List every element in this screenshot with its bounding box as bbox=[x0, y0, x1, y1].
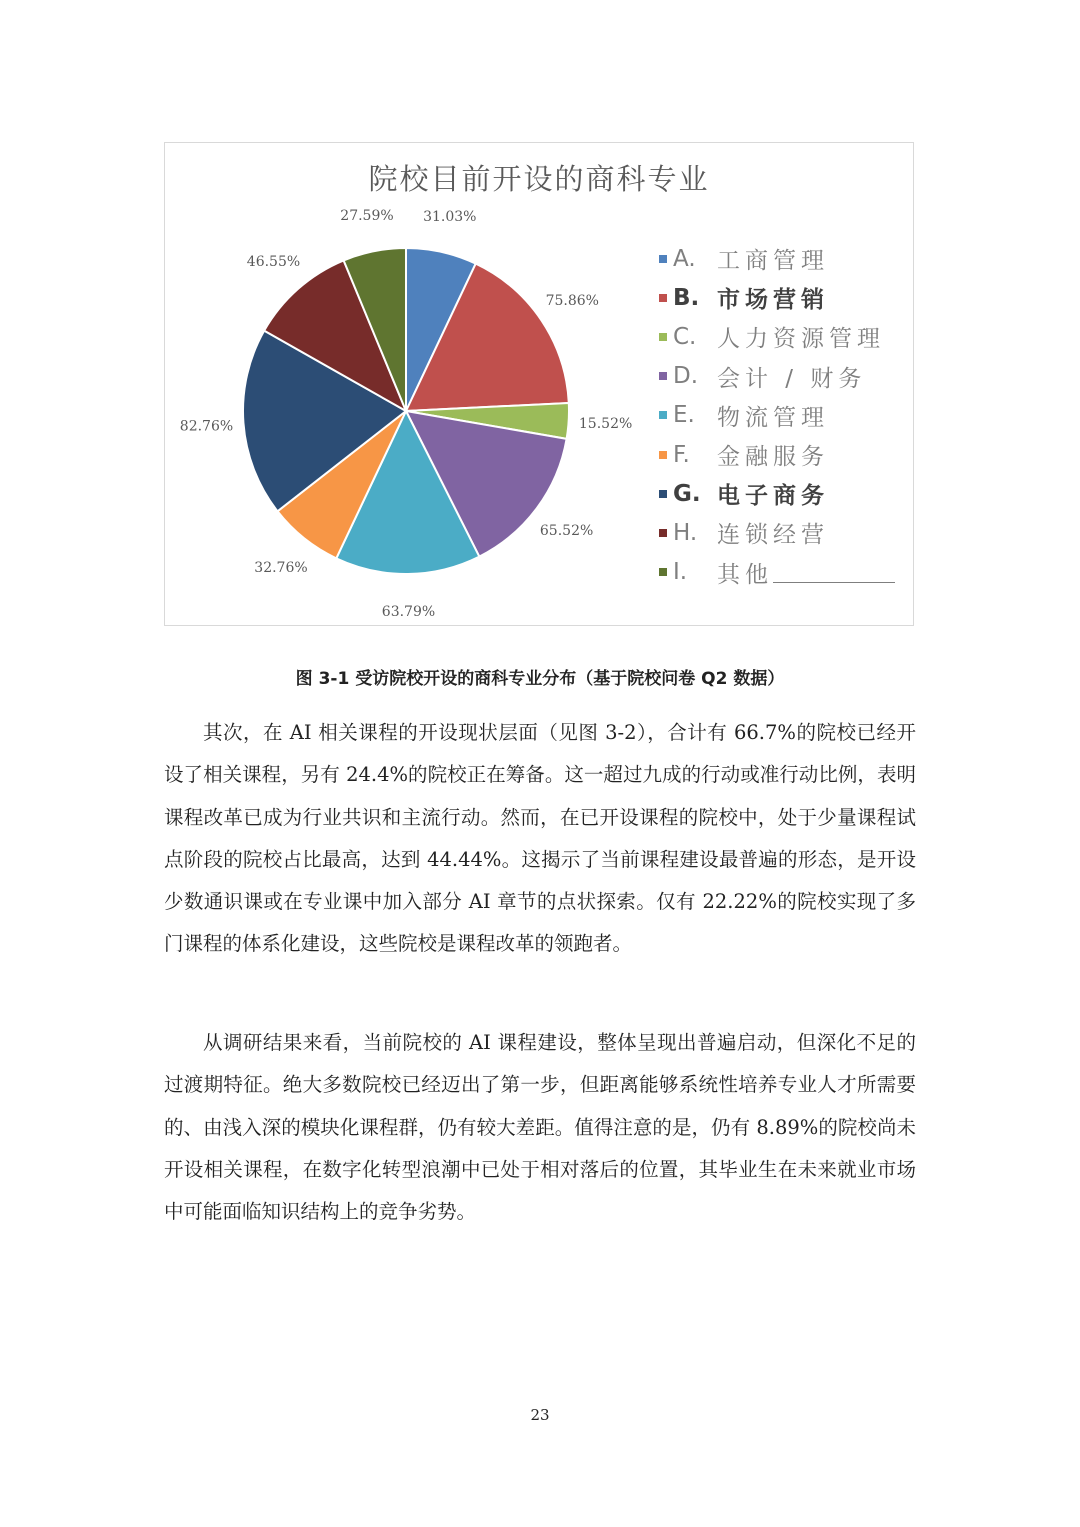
legend-label: 连锁经营 bbox=[717, 522, 829, 549]
legend-swatch bbox=[659, 255, 667, 263]
legend-item bbox=[659, 435, 909, 474]
legend-item bbox=[659, 513, 909, 552]
page-number: 23 bbox=[530, 1406, 550, 1424]
legend-letter: B. bbox=[673, 284, 700, 311]
legend-swatch bbox=[659, 294, 667, 302]
pie-data-label: 75.86% bbox=[545, 292, 599, 309]
legend-item bbox=[659, 278, 909, 317]
legend-label: 物流管理 bbox=[717, 404, 829, 431]
legend-label: 电子商务 bbox=[717, 483, 829, 510]
legend-label: 会计 / 财务 bbox=[717, 365, 867, 392]
legend-swatch bbox=[659, 451, 667, 459]
legend-label: 金融服务 bbox=[717, 444, 829, 471]
legend-swatch bbox=[659, 333, 667, 341]
legend-swatch bbox=[659, 529, 667, 537]
legend-label: 人力资源管理 bbox=[717, 326, 885, 353]
pie-data-label: 82.76% bbox=[179, 418, 234, 435]
figure-caption: 图 3-1 受访院校开设的商科专业分布（基于院校问卷 Q2 数据） bbox=[295, 669, 785, 689]
pie-data-label: 46.55% bbox=[246, 254, 301, 271]
legend-item bbox=[659, 553, 909, 592]
legend-swatch bbox=[659, 372, 667, 380]
legend-swatch bbox=[659, 411, 667, 419]
legend-letter: H. bbox=[673, 519, 698, 546]
legend-swatch bbox=[659, 568, 667, 576]
pie-data-label: 15.52% bbox=[578, 416, 633, 433]
legend-letter: F. bbox=[673, 441, 690, 468]
pie-data-label: 32.76% bbox=[254, 560, 308, 577]
pie-data-label: 65.52% bbox=[539, 523, 594, 540]
legend-swatch bbox=[659, 490, 667, 498]
pie-data-label: 31.03% bbox=[423, 208, 477, 225]
legend-letter: G. bbox=[673, 480, 701, 507]
legend-item bbox=[659, 474, 909, 513]
legend-item bbox=[659, 357, 909, 396]
legend-letter: C. bbox=[673, 323, 697, 350]
pie-chart bbox=[164, 142, 914, 626]
legend-letter: D. bbox=[673, 363, 699, 390]
legend-label: 市场营销 bbox=[717, 287, 829, 314]
legend-label: 工商管理 bbox=[717, 248, 829, 275]
legend-item bbox=[659, 317, 909, 356]
legend-item bbox=[659, 396, 909, 435]
chart-title: 院校目前开设的商科专业 bbox=[368, 162, 710, 196]
pie-data-label: 63.79% bbox=[381, 604, 436, 620]
legend-item bbox=[659, 239, 909, 278]
legend-blank-line bbox=[773, 562, 895, 583]
legend-letter: I. bbox=[673, 559, 688, 586]
chart-legend bbox=[659, 239, 909, 592]
legend-letter: A. bbox=[673, 245, 696, 272]
body-paragraph: 其次，在 AI 相关课程的开设现状层面（见图 3-2），合计有 66.7%的院校已经开设了相关课程，另有 24.4%的院校正在筹备。这一超过九成的行动或准行动比例，表明课程改革已成为行业共识和主流行动。然而，在已开设课程的院校中，处于少量课程试点阶段的院校占比最高，达到 44.44%。这揭示了当前课程建设最普遍的形态，是开设少数通识课或在专业课中加入部分 AI 章节的点状探索。仅有 22.22%的院校实现了多门课程的体系化建设，这些院校是课程改革的领跑者。 bbox=[164, 721, 917, 956]
body-paragraph: 从调研结果来看，当前院校的 AI 课程建设，整体呈现出普遍启动，但深化不足的过渡期特征。绝大多数院校已经迈出了第一步，但距离能够系统性培养专业人才所需要的、由浅入深的模块化课程群，仍有较大差距。值得注意的是，仍有 8.89%的院校尚未开设相关课程，在数字化转型浪潮中已处于相对落后的位置，其毕业生在未来就业市场中可能面临知识结构上的竞争劣势。 bbox=[164, 1031, 916, 1224]
legend-label: 其他 bbox=[717, 561, 773, 588]
pie-data-label: 27.59% bbox=[340, 207, 394, 224]
legend-letter: E. bbox=[673, 402, 695, 429]
